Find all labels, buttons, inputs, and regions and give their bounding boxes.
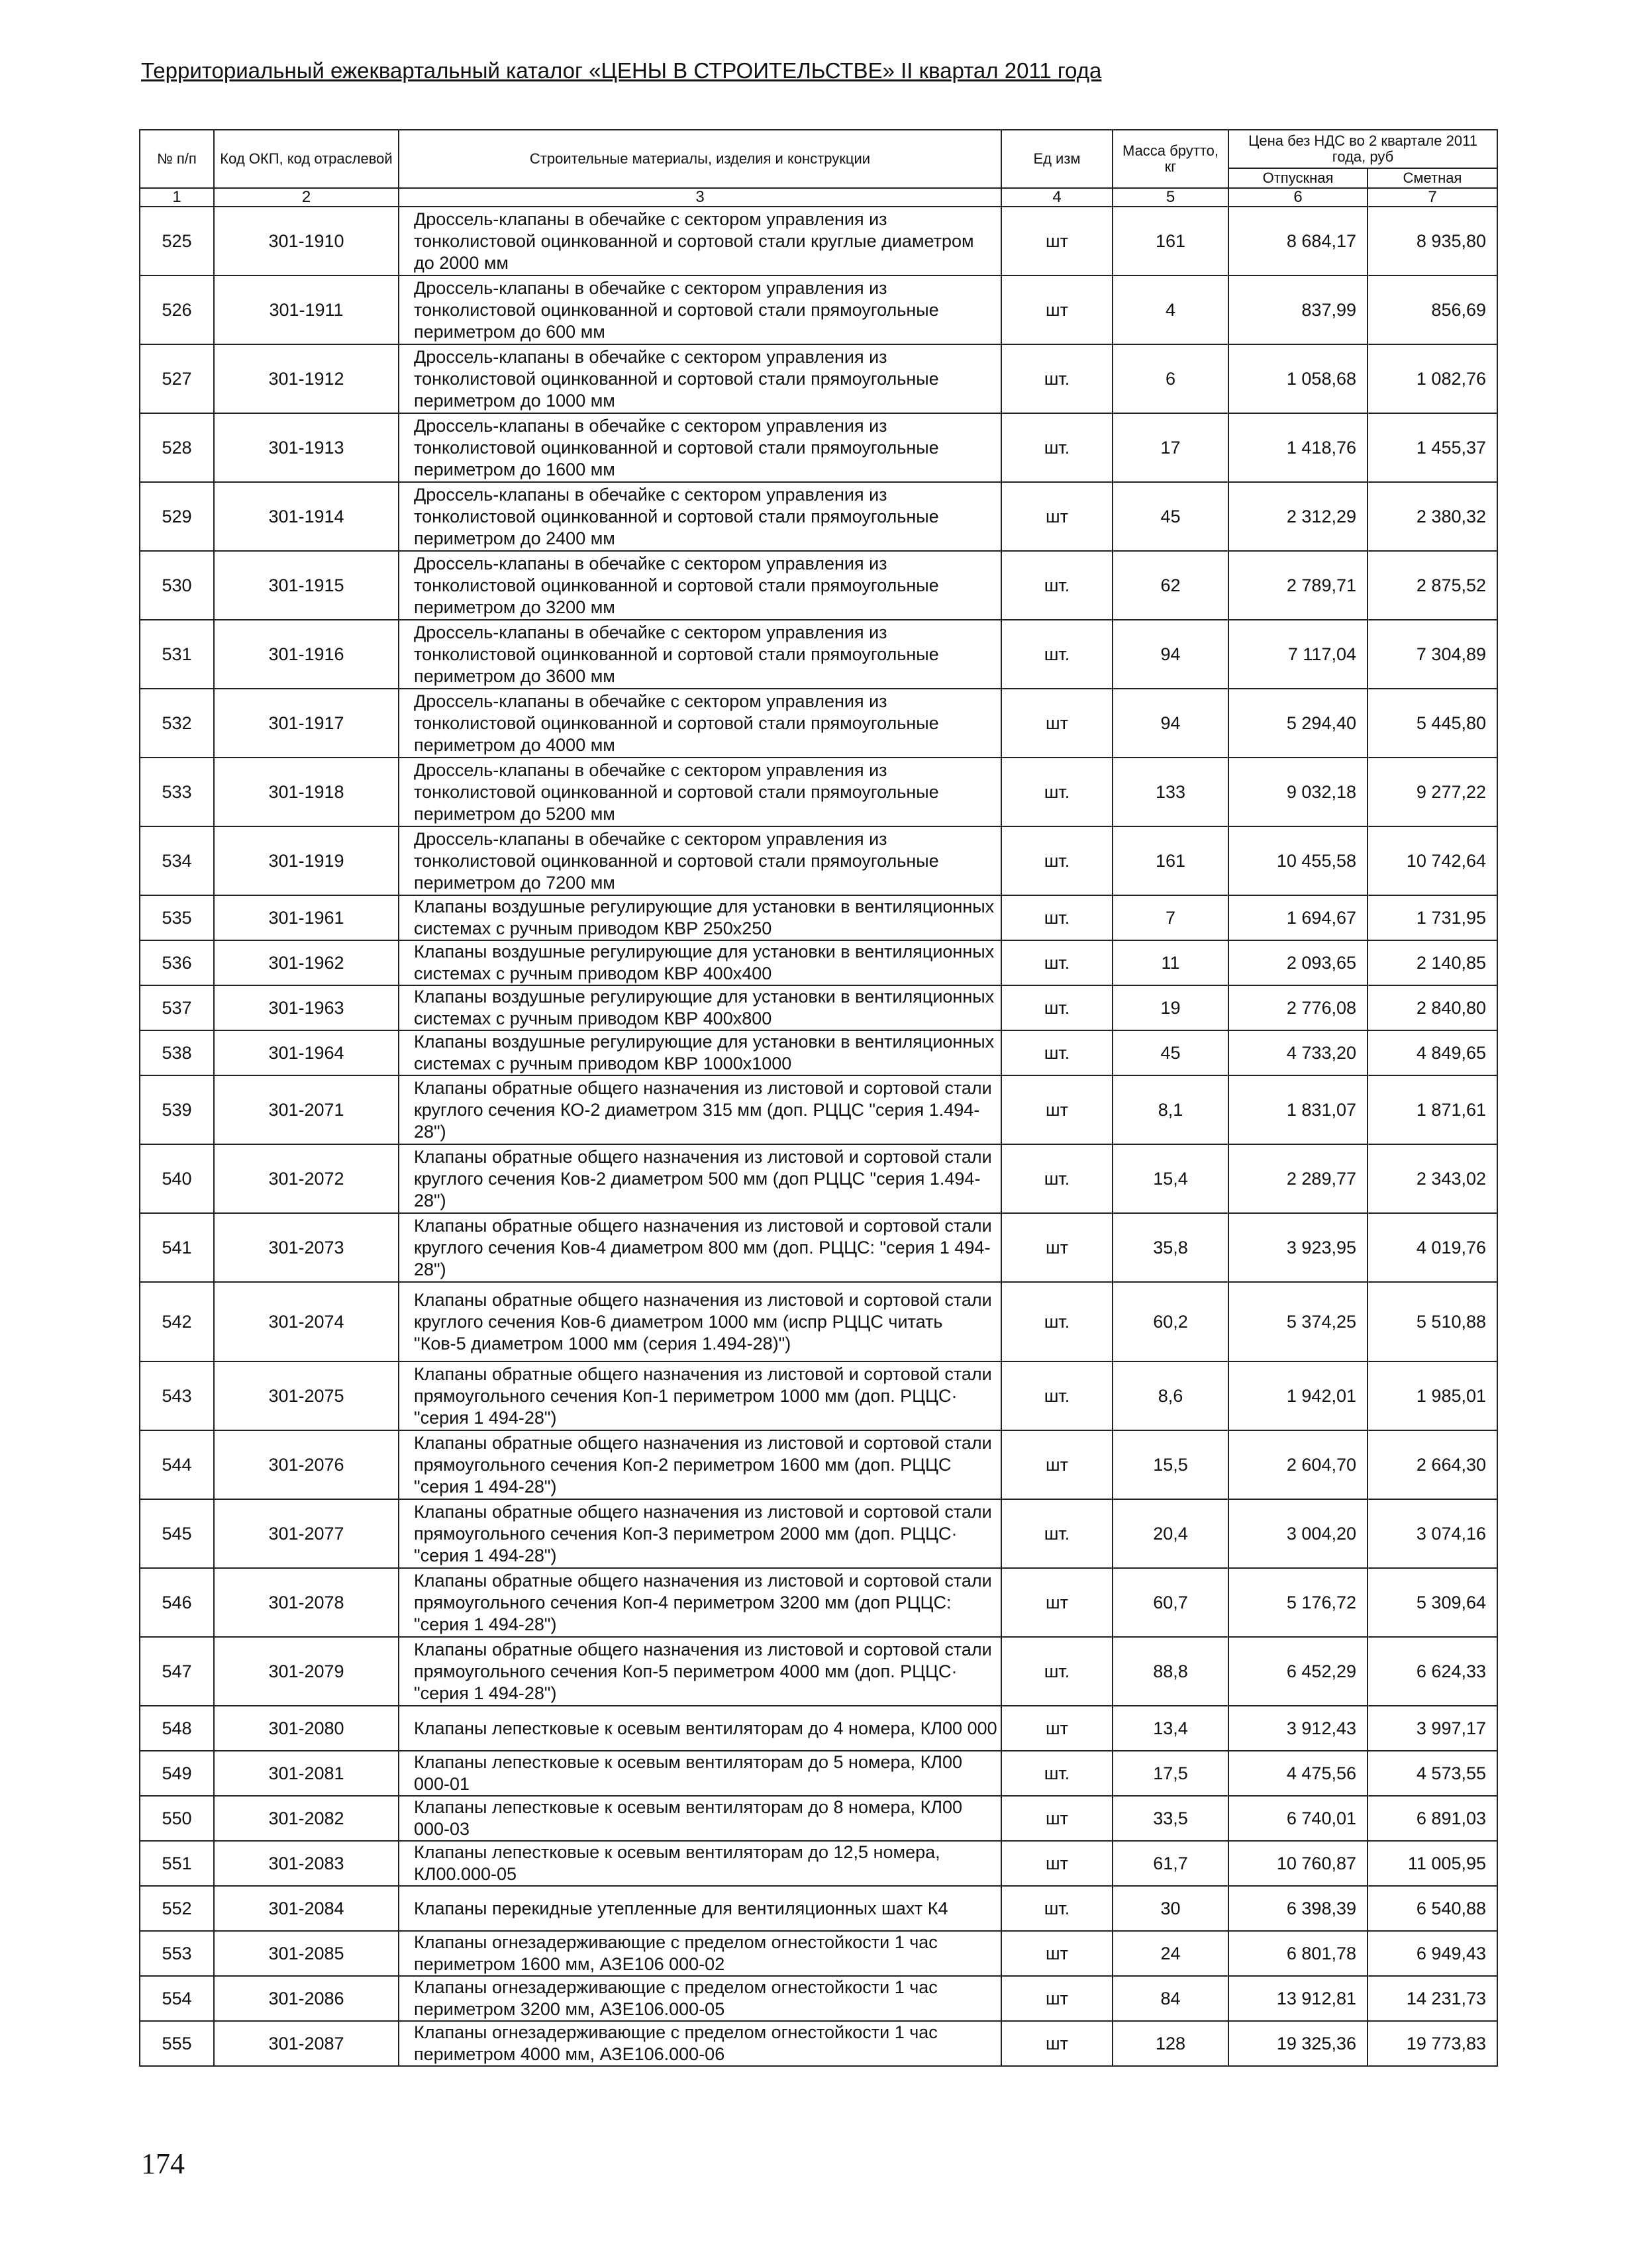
page-title: Территориальный ежеквартальный каталог «ЦЕНЫ В СТРОИТЕЛЬСТВЕ» II квартал 2011 года	[141, 58, 1102, 83]
row-unit: шт	[1001, 1931, 1113, 1976]
row-code: 301-1962	[214, 940, 399, 985]
row-unit: шт.	[1001, 826, 1113, 895]
col-header-price-release: Отпускная	[1228, 168, 1368, 188]
row-unit: шт	[1001, 1568, 1113, 1637]
row-code: 301-1918	[214, 758, 399, 826]
row-code: 301-2086	[214, 1976, 399, 2021]
row-unit: шт	[1001, 1075, 1113, 1144]
row-price-estimate: 7 304,89	[1368, 620, 1497, 689]
row-price-release: 5 294,40	[1228, 689, 1368, 758]
row-unit: шт	[1001, 1841, 1113, 1886]
row-name: Клапаны обратные общего назначения из листовой и сортовой стали прямоугольного сечения Коп-4 периметром 3200 мм (доп РЦЦС: "серия 1 494-28")	[399, 1568, 1001, 1637]
table-row	[140, 1213, 1497, 1282]
table-row	[140, 940, 1497, 985]
row-price-release: 4 733,20	[1228, 1030, 1368, 1075]
row-unit: шт	[1001, 482, 1113, 551]
row-code: 301-2083	[214, 1841, 399, 1886]
row-mass: 161	[1113, 207, 1228, 275]
row-price-release: 2 789,71	[1228, 551, 1368, 620]
row-code: 301-1919	[214, 826, 399, 895]
row-code: 301-2080	[214, 1706, 399, 1751]
row-mass: 94	[1113, 689, 1228, 758]
row-price-estimate: 19 773,83	[1368, 2021, 1497, 2066]
row-number: 529	[140, 482, 214, 551]
row-unit: шт.	[1001, 1144, 1113, 1213]
row-name: Клапаны обратные общего назначения из листовой и сортовой стали прямоугольного сечения Коп-5 периметром 4000 мм (доп. РЦЦС· "серия 1 494-28")	[399, 1637, 1001, 1706]
row-price-release: 3 912,43	[1228, 1706, 1368, 1751]
row-number: 531	[140, 620, 214, 689]
table-row	[140, 620, 1497, 689]
row-name: Клапаны лепестковые к осевым вентиляторам до 4 номера, КЛ00 000	[399, 1706, 1001, 1751]
row-price-estimate: 2 343,02	[1368, 1144, 1497, 1213]
table-row	[140, 413, 1497, 482]
row-unit: шт	[1001, 1796, 1113, 1841]
row-number: 528	[140, 413, 214, 482]
table-row	[140, 1706, 1497, 1751]
row-price-release: 4 475,56	[1228, 1751, 1368, 1796]
row-unit: шт	[1001, 1706, 1113, 1751]
row-number: 540	[140, 1144, 214, 1213]
row-name: Клапаны огнезадерживающие с пределом огнестойкости 1 час периметром 4000 мм, АЗЕ106.000-06	[399, 2021, 1001, 2066]
row-unit: шт	[1001, 1430, 1113, 1499]
row-price-estimate: 6 949,43	[1368, 1931, 1497, 1976]
row-price-release: 6 452,29	[1228, 1637, 1368, 1706]
row-mass: 35,8	[1113, 1213, 1228, 1282]
row-price-estimate: 2 140,85	[1368, 940, 1497, 985]
row-price-estimate: 6 624,33	[1368, 1637, 1497, 1706]
row-mass: 62	[1113, 551, 1228, 620]
row-number: 541	[140, 1213, 214, 1282]
row-price-release: 2 604,70	[1228, 1430, 1368, 1499]
row-number: 534	[140, 826, 214, 895]
row-mass: 8,6	[1113, 1361, 1228, 1430]
row-number: 550	[140, 1796, 214, 1841]
row-code: 301-1910	[214, 207, 399, 275]
row-price-release: 10 455,58	[1228, 826, 1368, 895]
row-unit: шт.	[1001, 1637, 1113, 1706]
row-price-release: 13 912,81	[1228, 1976, 1368, 2021]
row-code: 301-1963	[214, 985, 399, 1030]
row-price-estimate: 1 871,61	[1368, 1075, 1497, 1144]
row-name: Клапаны обратные общего назначения из листовой и сортовой стали круглого сечения Ков-4 диаметром 800 мм (доп. РЦЦС: "серия 1 494-28")	[399, 1213, 1001, 1282]
row-unit: шт.	[1001, 940, 1113, 985]
row-unit: шт	[1001, 2021, 1113, 2066]
row-unit: шт.	[1001, 985, 1113, 1030]
col-header-price: Цена без НДС во 2 квартале 2011 года, руб	[1228, 130, 1497, 168]
col-header-unit: Ед изм	[1001, 130, 1113, 188]
row-price-release: 9 032,18	[1228, 758, 1368, 826]
row-name: Дроссель-клапаны в обечайке с сектором управления из тонколистовой оцинкованной и сортовой стали круглые диаметром до 2000 мм	[399, 207, 1001, 275]
row-mass: 15,4	[1113, 1144, 1228, 1213]
page-number: 174	[141, 2147, 185, 2180]
row-price-release: 1 694,67	[1228, 895, 1368, 940]
table-row	[140, 895, 1497, 940]
row-price-estimate: 2 664,30	[1368, 1430, 1497, 1499]
row-price-estimate: 1 985,01	[1368, 1361, 1497, 1430]
row-price-estimate: 14 231,73	[1368, 1976, 1497, 2021]
row-price-release: 2 289,77	[1228, 1144, 1368, 1213]
col-header-price-estimate: Сметная	[1368, 168, 1497, 188]
row-name: Дроссель-клапаны в обечайке с сектором управления из тонколистовой оцинкованной и сортовой стали прямоугольные периметром до 600 мм	[399, 275, 1001, 344]
row-unit: шт.	[1001, 551, 1113, 620]
row-price-release: 6 740,01	[1228, 1796, 1368, 1841]
row-mass: 45	[1113, 482, 1228, 551]
row-name: Дроссель-клапаны в обечайке с сектором управления из тонколистовой оцинкованной и сортовой стали прямоугольные периметром до 1600 мм	[399, 413, 1001, 482]
row-mass: 128	[1113, 2021, 1228, 2066]
row-number: 546	[140, 1568, 214, 1637]
table-row	[140, 1637, 1497, 1706]
row-price-estimate: 10 742,64	[1368, 826, 1497, 895]
table-row	[140, 344, 1497, 413]
row-name: Клапаны перекидные утепленные для вентиляционных шахт К4	[399, 1886, 1001, 1931]
row-name: Клапаны обратные общего назначения из листовой и сортовой стали круглого сечения Ков-2 диаметром 500 мм (доп РЦЦС "серия 1.494-28")	[399, 1144, 1001, 1213]
row-name: Клапаны лепестковые к осевым вентиляторам до 12,5 номера, КЛ00.000-05	[399, 1841, 1001, 1886]
table-row	[140, 1751, 1497, 1796]
table-row	[140, 551, 1497, 620]
table-body	[140, 207, 1497, 2066]
table-row	[140, 207, 1497, 275]
row-unit: шт	[1001, 1976, 1113, 2021]
row-number: 533	[140, 758, 214, 826]
row-name: Дроссель-клапаны в обечайке с сектором управления из тонколистовой оцинкованной и сортовой стали прямоугольные периметром до 5200 мм	[399, 758, 1001, 826]
row-name: Клапаны воздушные регулирующие для установки в вентиляционных системах с ручным приводом КВР 1000x1000	[399, 1030, 1001, 1075]
row-price-release: 1 418,76	[1228, 413, 1368, 482]
row-code: 301-1916	[214, 620, 399, 689]
row-code: 301-2087	[214, 2021, 399, 2066]
table-row	[140, 826, 1497, 895]
row-code: 301-1917	[214, 689, 399, 758]
row-price-release: 7 117,04	[1228, 620, 1368, 689]
catalog-table	[139, 129, 1498, 2067]
row-name: Клапаны воздушные регулирующие для установки в вентиляционных системах с ручным приводом КВР 400x800	[399, 985, 1001, 1030]
col-header-num: № п/п	[140, 130, 214, 188]
table-header	[140, 130, 1497, 207]
row-number: 526	[140, 275, 214, 344]
row-code: 301-2081	[214, 1751, 399, 1796]
row-mass: 6	[1113, 344, 1228, 413]
row-price-release: 5 176,72	[1228, 1568, 1368, 1637]
row-price-release: 2 776,08	[1228, 985, 1368, 1030]
col-number: 7	[1368, 188, 1497, 207]
row-mass: 84	[1113, 1976, 1228, 2021]
table-row	[140, 482, 1497, 551]
row-price-release: 3 923,95	[1228, 1213, 1368, 1282]
row-code: 301-1913	[214, 413, 399, 482]
column-numbers-row	[140, 188, 1497, 207]
row-price-release: 2 093,65	[1228, 940, 1368, 985]
row-name: Клапаны лепестковые к осевым вентиляторам до 8 номера, КЛ00 000-03	[399, 1796, 1001, 1841]
row-price-estimate: 5 445,80	[1368, 689, 1497, 758]
row-code: 301-2071	[214, 1075, 399, 1144]
row-mass: 60,7	[1113, 1568, 1228, 1637]
row-code: 301-2075	[214, 1361, 399, 1430]
row-number: 525	[140, 207, 214, 275]
row-name: Клапаны обратные общего назначения из листовой и сортовой стали круглого сечения Ков-6 диаметром 1000 мм (испр РЦЦС читать "Ков-5 диаметром 1000 мм (серия 1.494-28)")	[399, 1282, 1001, 1361]
row-unit: шт.	[1001, 413, 1113, 482]
row-price-estimate: 3 074,16	[1368, 1499, 1497, 1568]
row-mass: 4	[1113, 275, 1228, 344]
row-number: 539	[140, 1075, 214, 1144]
row-unit: шт.	[1001, 1499, 1113, 1568]
table-row	[140, 1886, 1497, 1931]
row-mass: 17	[1113, 413, 1228, 482]
row-mass: 19	[1113, 985, 1228, 1030]
row-mass: 30	[1113, 1886, 1228, 1931]
row-unit: шт.	[1001, 344, 1113, 413]
row-name: Клапаны огнезадерживающие с пределом огнестойкости 1 час периметром 1600 мм, АЗЕ106 000-02	[399, 1931, 1001, 1976]
row-mass: 161	[1113, 826, 1228, 895]
col-number: 4	[1001, 188, 1113, 207]
row-mass: 17,5	[1113, 1751, 1228, 1796]
row-name: Дроссель-клапаны в обечайке с сектором управления из тонколистовой оцинкованной и сортовой стали прямоугольные периметром до 1000 мм	[399, 344, 1001, 413]
row-number: 551	[140, 1841, 214, 1886]
row-code: 301-2074	[214, 1282, 399, 1361]
row-code: 301-2072	[214, 1144, 399, 1213]
row-price-estimate: 2 875,52	[1368, 551, 1497, 620]
row-price-release: 19 325,36	[1228, 2021, 1368, 2066]
table-row	[140, 1841, 1497, 1886]
row-price-estimate: 1 731,95	[1368, 895, 1497, 940]
row-price-estimate: 2 380,32	[1368, 482, 1497, 551]
row-price-estimate: 1 082,76	[1368, 344, 1497, 413]
row-number: 538	[140, 1030, 214, 1075]
row-name: Клапаны воздушные регулирующие для установки в вентиляционных системах с ручным приводом КВР 400x400	[399, 940, 1001, 985]
row-unit: шт.	[1001, 1751, 1113, 1796]
table-row	[140, 1976, 1497, 2021]
row-price-release: 6 801,78	[1228, 1931, 1368, 1976]
row-mass: 61,7	[1113, 1841, 1228, 1886]
row-name: Дроссель-клапаны в обечайке с сектором управления из тонколистовой оцинкованной и сортовой стали прямоугольные периметром до 3200 мм	[399, 551, 1001, 620]
row-number: 553	[140, 1931, 214, 1976]
table-row	[140, 1030, 1497, 1075]
row-unit: шт.	[1001, 1030, 1113, 1075]
row-code: 301-2076	[214, 1430, 399, 1499]
row-number: 537	[140, 985, 214, 1030]
row-code: 301-2077	[214, 1499, 399, 1568]
row-mass: 8,1	[1113, 1075, 1228, 1144]
col-header-name: Строительные материалы, изделия и конструкции	[399, 130, 1001, 188]
row-price-estimate: 11 005,95	[1368, 1841, 1497, 1886]
row-price-release: 2 312,29	[1228, 482, 1368, 551]
row-price-release: 5 374,25	[1228, 1282, 1368, 1361]
col-number: 3	[399, 188, 1001, 207]
row-mass: 20,4	[1113, 1499, 1228, 1568]
row-unit: шт.	[1001, 1282, 1113, 1361]
row-mass: 15,5	[1113, 1430, 1228, 1499]
row-code: 301-1915	[214, 551, 399, 620]
row-number: 543	[140, 1361, 214, 1430]
table-row	[140, 758, 1497, 826]
row-unit: шт.	[1001, 758, 1113, 826]
col-number: 1	[140, 188, 214, 207]
row-code: 301-2078	[214, 1568, 399, 1637]
row-unit: шт.	[1001, 1361, 1113, 1430]
row-code: 301-2079	[214, 1637, 399, 1706]
row-unit: шт	[1001, 689, 1113, 758]
table-row	[140, 985, 1497, 1030]
row-code: 301-2073	[214, 1213, 399, 1282]
row-unit: шт	[1001, 1213, 1113, 1282]
row-mass: 24	[1113, 1931, 1228, 1976]
col-number: 6	[1228, 188, 1368, 207]
table-row	[140, 1796, 1497, 1841]
col-number: 5	[1113, 188, 1228, 207]
row-number: 548	[140, 1706, 214, 1751]
row-price-estimate: 2 840,80	[1368, 985, 1497, 1030]
row-price-estimate: 5 510,88	[1368, 1282, 1497, 1361]
row-number: 552	[140, 1886, 214, 1931]
row-price-estimate: 856,69	[1368, 275, 1497, 344]
row-price-release: 837,99	[1228, 275, 1368, 344]
row-price-estimate: 6 891,03	[1368, 1796, 1497, 1841]
row-price-estimate: 4 849,65	[1368, 1030, 1497, 1075]
row-name: Дроссель-клапаны в обечайке с сектором управления из тонколистовой оцинкованной и сортовой стали прямоугольные периметром до 3600 мм	[399, 620, 1001, 689]
row-number: 527	[140, 344, 214, 413]
row-code: 301-2082	[214, 1796, 399, 1841]
table-row	[140, 1430, 1497, 1499]
row-number: 554	[140, 1976, 214, 2021]
row-name: Клапаны обратные общего назначения из листовой и сортовой стали прямоугольного сечения Коп-2 периметром 1600 мм (доп. РЦЦС "серия 1 494-28")	[399, 1430, 1001, 1499]
row-number: 532	[140, 689, 214, 758]
row-number: 542	[140, 1282, 214, 1361]
row-price-release: 6 398,39	[1228, 1886, 1368, 1931]
row-mass: 11	[1113, 940, 1228, 985]
row-code: 301-1912	[214, 344, 399, 413]
row-mass: 60,2	[1113, 1282, 1228, 1361]
table-row	[140, 1075, 1497, 1144]
row-unit: шт.	[1001, 895, 1113, 940]
row-unit: шт	[1001, 207, 1113, 275]
row-mass: 133	[1113, 758, 1228, 826]
table-row	[140, 2021, 1497, 2066]
row-number: 555	[140, 2021, 214, 2066]
row-price-estimate: 6 540,88	[1368, 1886, 1497, 1931]
row-name: Дроссель-клапаны в обечайке с сектором управления из тонколистовой оцинкованной и сортовой стали прямоугольные периметром до 4000 мм	[399, 689, 1001, 758]
row-number: 535	[140, 895, 214, 940]
row-name: Клапаны лепестковые к осевым вентиляторам до 5 номера, КЛ00 000-01	[399, 1751, 1001, 1796]
row-price-estimate: 4 019,76	[1368, 1213, 1497, 1282]
row-name: Клапаны обратные общего назначения из листовой и сортовой стали круглого сечения КО-2 диаметром 315 мм (доп. РЦЦС "серия 1.494-28")	[399, 1075, 1001, 1144]
row-price-estimate: 9 277,22	[1368, 758, 1497, 826]
row-code: 301-2084	[214, 1886, 399, 1931]
row-number: 549	[140, 1751, 214, 1796]
row-price-release: 8 684,17	[1228, 207, 1368, 275]
table-row	[140, 275, 1497, 344]
row-name: Дроссель-клапаны в обечайке с сектором управления из тонколистовой оцинкованной и сортовой стали прямоугольные периметром до 7200 мм	[399, 826, 1001, 895]
table-row	[140, 689, 1497, 758]
row-mass: 33,5	[1113, 1796, 1228, 1841]
row-mass: 45	[1113, 1030, 1228, 1075]
row-code: 301-1961	[214, 895, 399, 940]
row-price-estimate: 4 573,55	[1368, 1751, 1497, 1796]
row-name: Дроссель-клапаны в обечайке с сектором управления из тонколистовой оцинкованной и сортовой стали прямоугольные периметром до 2400 мм	[399, 482, 1001, 551]
row-number: 530	[140, 551, 214, 620]
table-row	[140, 1931, 1497, 1976]
table-row	[140, 1282, 1497, 1361]
row-price-estimate: 5 309,64	[1368, 1568, 1497, 1637]
row-price-estimate: 1 455,37	[1368, 413, 1497, 482]
row-mass: 7	[1113, 895, 1228, 940]
table-row	[140, 1568, 1497, 1637]
row-code: 301-1914	[214, 482, 399, 551]
row-name: Клапаны обратные общего назначения из листовой и сортовой стали прямоугольного сечения Коп-1 периметром 1000 мм (доп. РЦЦС· "серия 1 494-28")	[399, 1361, 1001, 1430]
table-row	[140, 1361, 1497, 1430]
row-name: Клапаны обратные общего назначения из листовой и сортовой стали прямоугольного сечения Коп-3 периметром 2000 мм (доп. РЦЦС· "серия 1 494-28")	[399, 1499, 1001, 1568]
row-mass: 88,8	[1113, 1637, 1228, 1706]
row-price-release: 10 760,87	[1228, 1841, 1368, 1886]
col-number: 2	[214, 188, 399, 207]
row-price-estimate: 3 997,17	[1368, 1706, 1497, 1751]
row-price-release: 3 004,20	[1228, 1499, 1368, 1568]
row-code: 301-1964	[214, 1030, 399, 1075]
row-number: 544	[140, 1430, 214, 1499]
row-unit: шт.	[1001, 620, 1113, 689]
row-number: 536	[140, 940, 214, 985]
row-code: 301-1911	[214, 275, 399, 344]
col-header-mass: Масса брутто, кг	[1113, 130, 1228, 188]
row-number: 545	[140, 1499, 214, 1568]
row-mass: 94	[1113, 620, 1228, 689]
table-row	[140, 1499, 1497, 1568]
row-unit: шт	[1001, 275, 1113, 344]
table-row	[140, 1144, 1497, 1213]
row-unit: шт.	[1001, 1886, 1113, 1931]
row-mass: 13,4	[1113, 1706, 1228, 1751]
row-price-release: 1 831,07	[1228, 1075, 1368, 1144]
col-header-code: Код ОКП, код отраслевой	[214, 130, 399, 188]
row-price-release: 1 942,01	[1228, 1361, 1368, 1430]
row-code: 301-2085	[214, 1931, 399, 1976]
row-price-estimate: 8 935,80	[1368, 207, 1497, 275]
row-name: Клапаны огнезадерживающие с пределом огнестойкости 1 час периметром 3200 мм, АЗЕ106.000-05	[399, 1976, 1001, 2021]
row-price-release: 1 058,68	[1228, 344, 1368, 413]
row-name: Клапаны воздушные регулирующие для установки в вентиляционных системах с ручным приводом КВР 250x250	[399, 895, 1001, 940]
row-number: 547	[140, 1637, 214, 1706]
